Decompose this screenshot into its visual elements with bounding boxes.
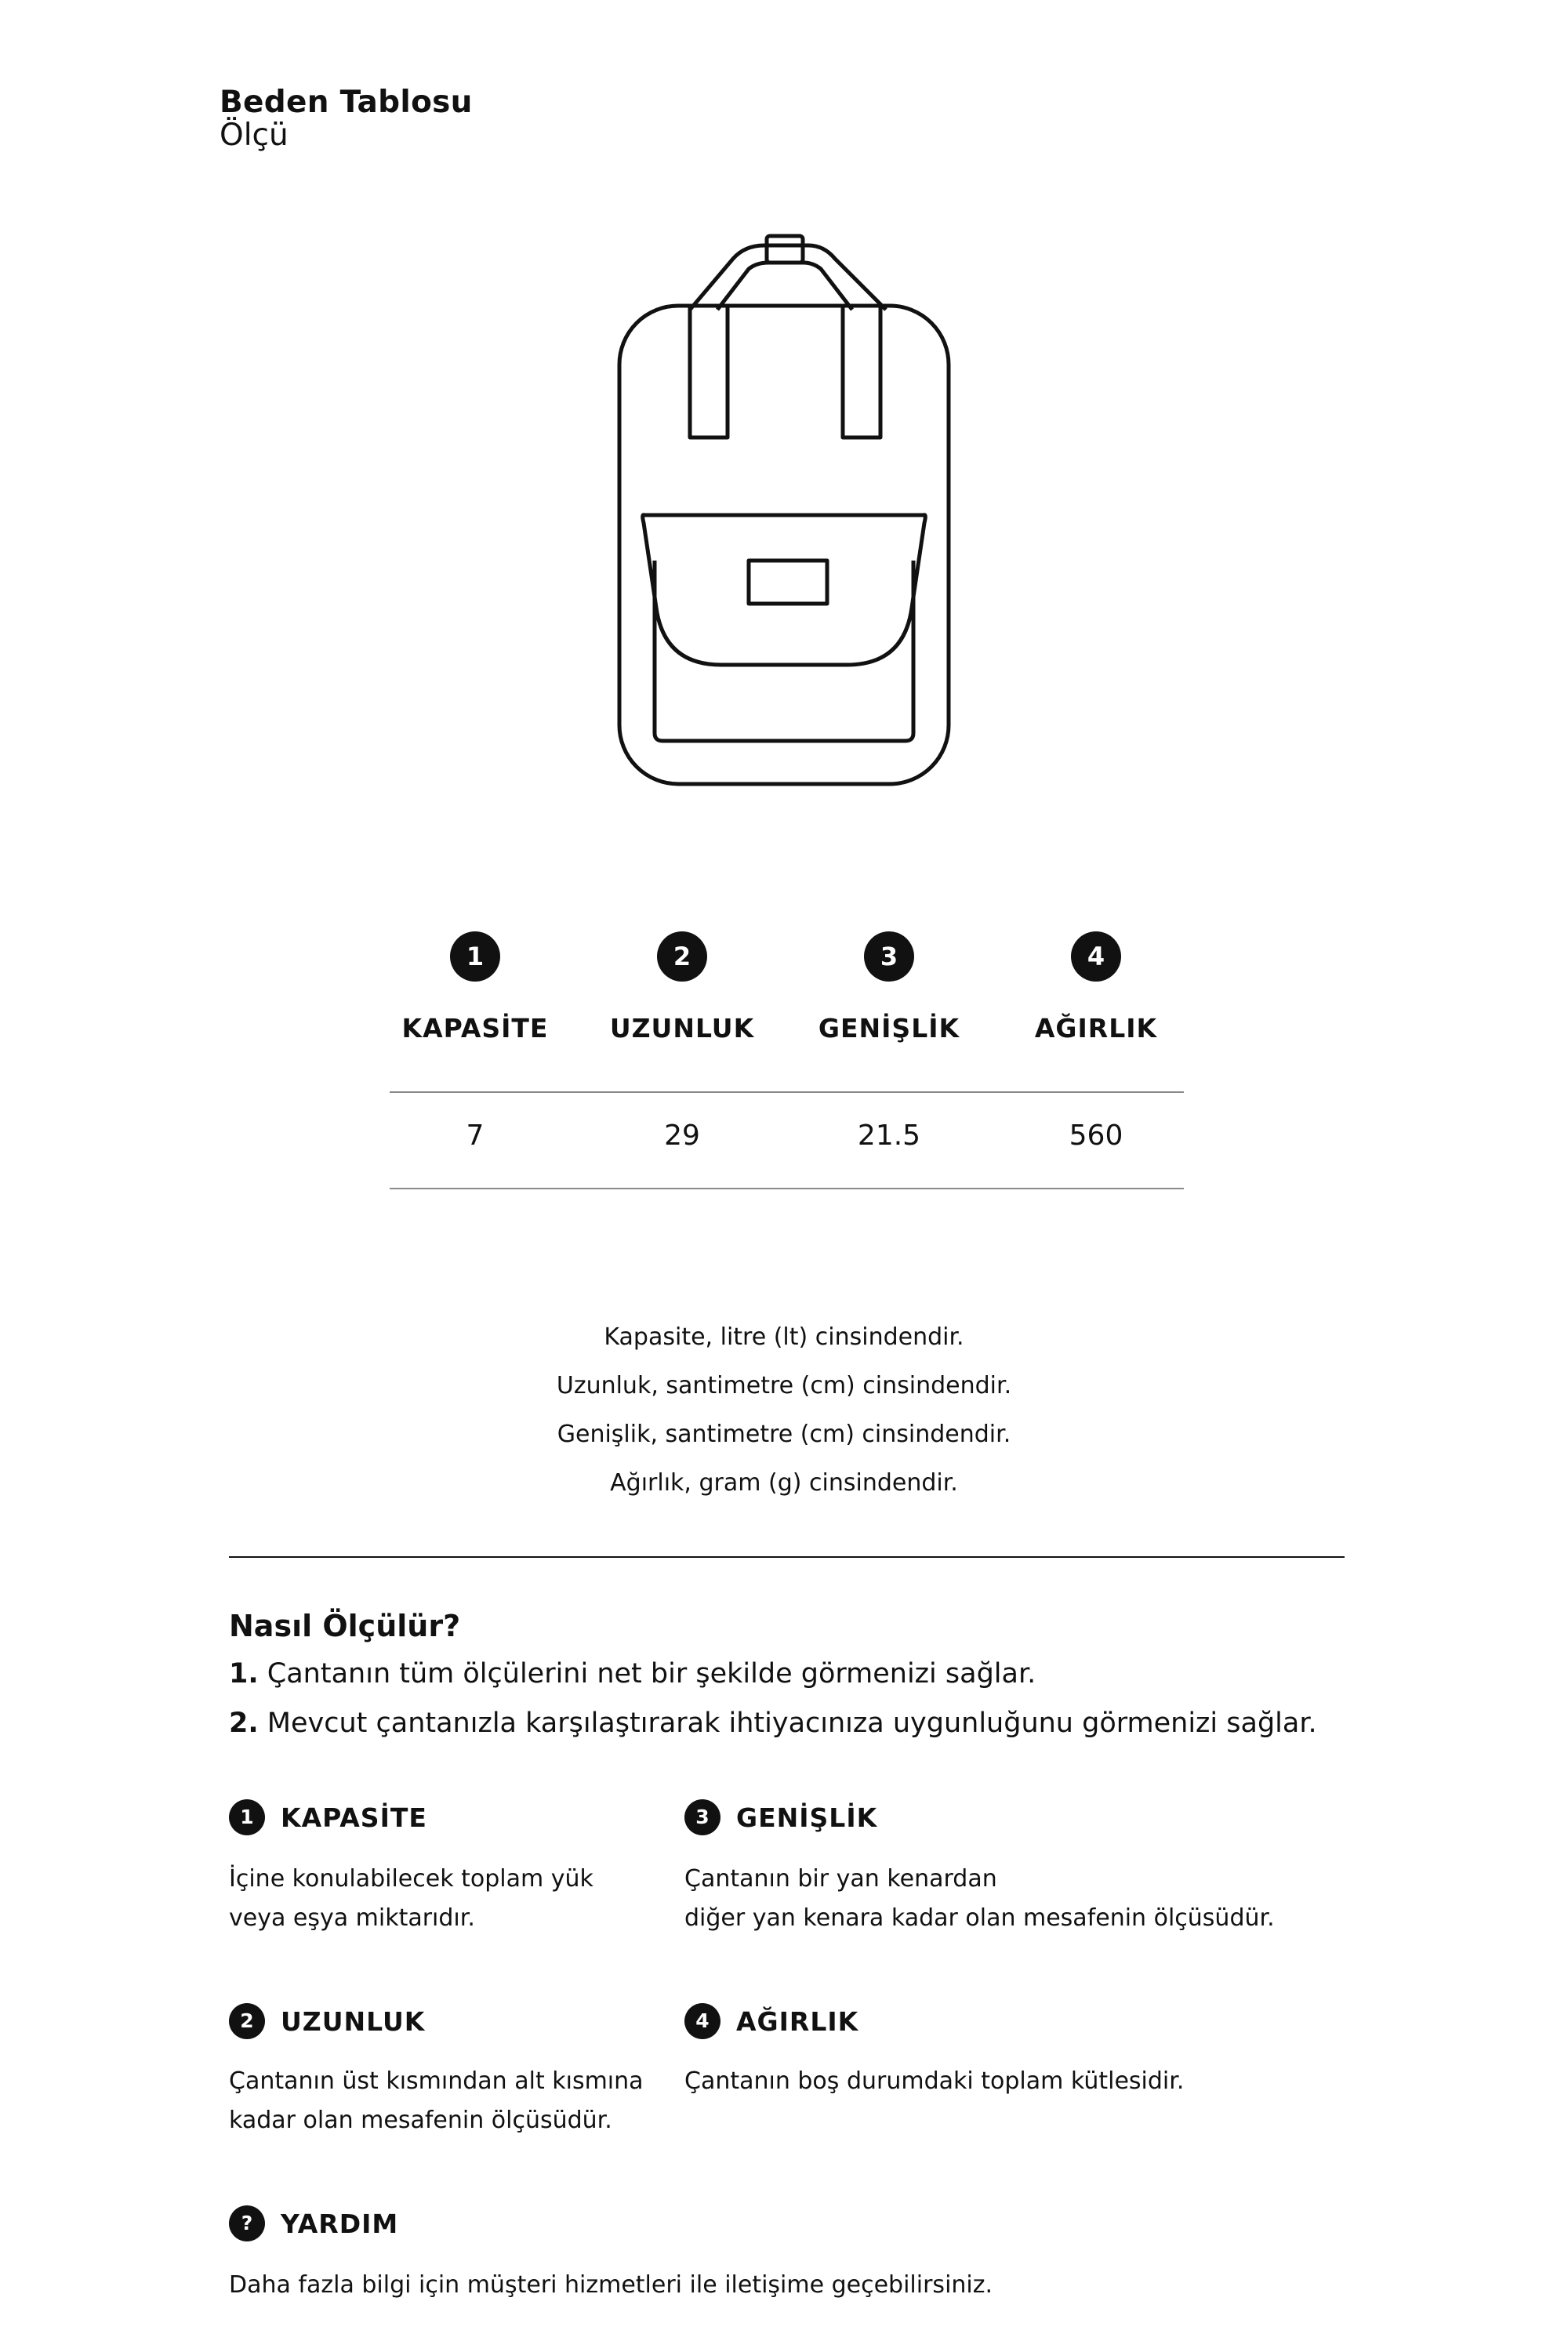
definition-length-heading	[229, 2003, 425, 2039]
column-label: KAPASİTE	[401, 1013, 549, 1044]
column-label: GENİŞLİK	[818, 1013, 960, 1044]
number-badge: 2	[229, 2003, 265, 2039]
number-badge: 4	[684, 2003, 720, 2039]
note-line: Genişlik, santimetre (cm) cinsindendir.	[557, 1421, 1011, 1448]
help-icon: ?	[229, 2205, 265, 2241]
definition-line: Daha fazla bilgi için müşteri hizmetleri ile iletişime geçebilirsiniz.	[229, 2271, 993, 2299]
definition-width-text	[684, 1860, 1327, 1938]
note-line: Uzunluk, santimetre (cm) cinsindendir.	[556, 1372, 1012, 1399]
definition-line: Çantanın üst kısmından alt kısmına	[229, 2067, 644, 2095]
value-width: 21.5	[857, 1120, 921, 1152]
value-capacity: 7	[466, 1120, 485, 1152]
step-item	[229, 1658, 1036, 1690]
backpack-outline-icon	[615, 231, 953, 792]
definition-line: veya eşya miktarıdır.	[229, 1904, 475, 1932]
column-width	[786, 931, 993, 1044]
step-text: Mevcut çantanızla karşılaştırarak ihtiyacınıza uygunluğunu görmenizi sağlar.	[267, 1708, 1317, 1739]
number-badge: 4	[1071, 931, 1121, 982]
column-label: AĞIRLIK	[1034, 1013, 1158, 1044]
definition-weight-heading	[684, 2003, 858, 2039]
value-weight: 560	[1069, 1120, 1123, 1152]
number-badge: 3	[864, 931, 914, 982]
definition-line: diğer yan kenara kadar olan mesafenin ölçüsüdür.	[684, 1904, 1275, 1932]
note-line: Ağırlık, gram (g) cinsindendir.	[610, 1469, 958, 1497]
definition-width-heading	[684, 1799, 877, 1835]
step-text: Çantanın tüm ölçülerini net bir şekilde görmenizi sağlar.	[267, 1658, 1036, 1690]
help-text	[229, 2266, 1327, 2305]
step-number: 2.	[229, 1708, 259, 1739]
definition-line: İçine konulabilecek toplam yük	[229, 1865, 593, 1893]
number-badge: 2	[657, 931, 707, 982]
unit-notes	[314, 1323, 1254, 1518]
column-label: UZUNLUK	[609, 1013, 755, 1044]
column-length	[579, 931, 786, 1044]
definition-line: Çantanın bir yan kenardan	[684, 1865, 997, 1893]
step-item	[229, 1708, 1317, 1739]
definition-title: KAPASİTE	[281, 1802, 427, 1833]
definition-title: GENİŞLİK	[736, 1802, 878, 1833]
number-badge: 3	[684, 1799, 720, 1835]
definition-title: AĞIRLIK	[736, 2005, 859, 2037]
value-length: 29	[664, 1120, 700, 1152]
definition-title: UZUNLUK	[281, 2005, 426, 2037]
definition-line: Çantanın boş durumdaki toplam kütlesidir.	[684, 2067, 1185, 2095]
help-heading	[229, 2205, 398, 2241]
table-top-rule	[390, 1091, 1184, 1093]
definition-line: kadar olan mesafenin ölçüsüdür.	[229, 2107, 612, 2134]
section-divider	[229, 1556, 1345, 1558]
column-capacity	[372, 931, 579, 1044]
note-line: Kapasite, litre (lt) cinsindendir.	[604, 1323, 964, 1351]
definition-capacity-heading	[229, 1799, 427, 1835]
number-badge: 1	[450, 931, 500, 982]
definition-weight-text	[684, 2062, 1327, 2101]
table-bottom-rule	[390, 1188, 1184, 1189]
how-to-measure-title: Nasıl Ölçülür?	[229, 1609, 461, 1643]
column-weight	[993, 931, 1200, 1044]
page-title: Beden Tablosu	[220, 85, 473, 120]
page-subtitle: Ölçü	[220, 118, 289, 153]
step-number: 1.	[229, 1658, 259, 1690]
number-badge: 1	[229, 1799, 265, 1835]
definition-title: YARDIM	[281, 2208, 399, 2239]
